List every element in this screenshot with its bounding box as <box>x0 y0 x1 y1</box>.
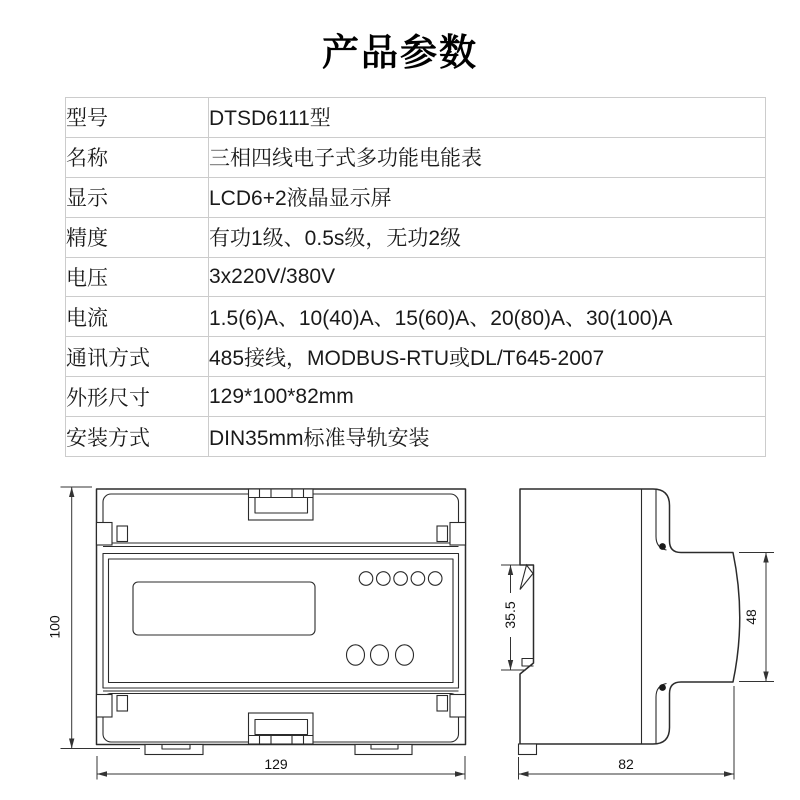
table-row <box>66 337 766 377</box>
spec-label: 精度 <box>66 217 209 257</box>
spec-label: 外形尺寸 <box>66 377 209 417</box>
side-profile-outline <box>520 489 740 744</box>
dim-clip-label: 35.5 <box>502 601 518 629</box>
cover-screw <box>437 526 448 542</box>
side-foot <box>519 744 537 755</box>
dim-depth-label: 82 <box>618 756 634 772</box>
mounting-feet <box>145 745 412 755</box>
din-clip-hook <box>520 565 533 590</box>
spec-label: 通讯方式 <box>66 337 209 377</box>
case-screw-dot <box>659 684 666 691</box>
table-row <box>66 177 766 217</box>
dim-face-label: 48 <box>743 609 759 625</box>
spec-label: 名称 <box>66 137 209 177</box>
cover-latch <box>450 695 466 718</box>
spec-value: 1.5(6)A、10(40)A、15(60)A、20(80)A、30(100)A <box>209 297 766 337</box>
dimension-width <box>97 756 465 780</box>
spec-label: 安装方式 <box>66 417 209 457</box>
meter-body-outline <box>97 489 466 745</box>
spec-value: DIN35mm标准导轨安装 <box>209 417 766 457</box>
panel-buttons <box>347 645 414 665</box>
cover-latch <box>97 523 113 546</box>
top-seal-clip <box>249 489 314 520</box>
spec-table <box>65 97 766 457</box>
cover-screw <box>437 696 448 712</box>
spec-label: 型号 <box>66 98 209 138</box>
page-title: 产品参数 <box>322 32 478 73</box>
front-view-drawing <box>47 487 466 780</box>
dimension-drawings <box>20 470 780 800</box>
spec-value: 3x220V/380V <box>209 257 766 297</box>
table-row <box>66 377 766 417</box>
table-row <box>66 257 766 297</box>
spec-value: 三相四线电子式多功能电能表 <box>209 137 766 177</box>
case-screw-dot <box>659 543 666 550</box>
table-row <box>66 137 766 177</box>
spec-label: 电压 <box>66 257 209 297</box>
spec-value: 485接线，MODBUS-RTU或DL/T645-2007 <box>209 337 766 377</box>
spec-label: 显示 <box>66 177 209 217</box>
dimension-face <box>739 553 774 682</box>
table-row <box>66 217 766 257</box>
dim-width-label: 129 <box>264 756 288 772</box>
spec-value: LCD6+2液晶显示屏 <box>209 177 766 217</box>
lcd-display <box>133 582 315 635</box>
table-row <box>66 98 766 138</box>
cover-latch <box>450 523 466 546</box>
cover-screw <box>117 526 128 542</box>
spec-value: DTSD6111型 <box>209 98 766 138</box>
dimension-depth <box>519 686 735 780</box>
bottom-seal-clip <box>249 713 314 744</box>
dim-height-label: 100 <box>46 615 63 639</box>
spec-value: 129*100*82mm <box>209 377 766 417</box>
side-view-drawing <box>501 489 774 780</box>
table-row <box>66 417 766 457</box>
spec-label: 电流 <box>66 297 209 337</box>
led-indicators <box>359 572 442 586</box>
cover-screw <box>117 696 128 712</box>
spec-value: 有功1级、0.5s级，无功2级 <box>209 217 766 257</box>
table-row <box>66 297 766 337</box>
cover-latch <box>97 695 113 718</box>
